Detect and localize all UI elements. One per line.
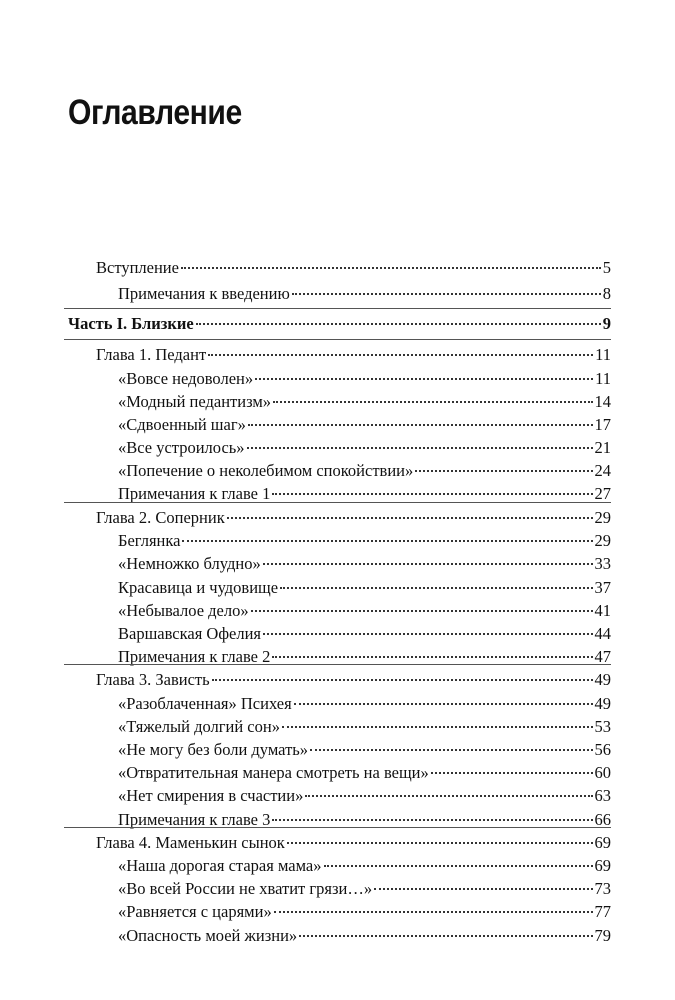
toc-page-number: 24 bbox=[594, 461, 611, 480]
toc-page-number: 49 bbox=[594, 670, 611, 689]
dot-leader bbox=[251, 610, 593, 612]
section-divider bbox=[64, 339, 611, 340]
dot-leader bbox=[272, 656, 592, 658]
toc-entry-label: «Отвратительная манера смотреть на вещи» bbox=[118, 763, 429, 782]
page-title: Оглавление bbox=[68, 93, 242, 132]
toc-page-number: 27 bbox=[594, 484, 611, 503]
toc-page-number: 21 bbox=[594, 438, 611, 457]
toc-page-number: 56 bbox=[594, 740, 611, 759]
toc-entry-label: «Небывалое дело» bbox=[118, 601, 249, 620]
toc-page-number: 53 bbox=[594, 717, 611, 736]
toc-section[interactable] bbox=[118, 601, 611, 621]
toc-entry-label: «Разоблаченная» Психея bbox=[118, 694, 292, 713]
toc-page-number: 44 bbox=[594, 624, 611, 643]
dot-leader bbox=[248, 424, 593, 426]
toc-entry-label: Варшавская Офелия bbox=[118, 624, 262, 643]
dot-leader bbox=[305, 795, 592, 797]
toc-section[interactable] bbox=[118, 879, 611, 899]
toc-page-number: 73 bbox=[594, 879, 611, 898]
dot-leader bbox=[182, 540, 592, 542]
toc-entry-label: «Тяжелый долгий сон» bbox=[118, 717, 280, 736]
dot-leader bbox=[415, 470, 592, 472]
toc-section[interactable] bbox=[118, 438, 611, 458]
toc-page-number: 41 bbox=[594, 601, 611, 620]
toc-entry-label: «Сдвоенный шаг» bbox=[118, 415, 246, 434]
toc-entry-label: Примечания к главе 1 bbox=[118, 484, 271, 503]
toc-entry-label: «Опасность моей жизни» bbox=[118, 926, 298, 945]
dot-leader bbox=[272, 819, 592, 821]
dot-leader bbox=[273, 401, 592, 403]
toc-entry-label: «Модный педантизм» bbox=[118, 392, 272, 411]
toc-entry-label: Примечания к главе 3 bbox=[118, 810, 271, 829]
toc-entry-label: «Немножко блудно» bbox=[118, 554, 261, 573]
toc-entry-label: Часть I. Близкие bbox=[68, 314, 194, 333]
toc-page-number: 63 bbox=[594, 786, 611, 805]
dot-leader bbox=[227, 517, 593, 519]
section-divider bbox=[64, 502, 611, 503]
toc-page-number: 60 bbox=[594, 763, 611, 782]
toc-entry-label: Примечания к введению bbox=[118, 284, 290, 303]
section-divider bbox=[64, 308, 611, 309]
toc-entry-label: Красавица и чудовище bbox=[118, 578, 279, 597]
dot-leader bbox=[255, 378, 593, 380]
toc-entry-label: Глава 2. Соперник bbox=[96, 508, 225, 527]
toc-entry-label: «Наша дорогая старая мама» bbox=[118, 856, 322, 875]
toc-chapter[interactable] bbox=[96, 345, 611, 365]
section-divider bbox=[64, 827, 611, 828]
toc-page-number: 33 bbox=[594, 554, 611, 573]
toc-section[interactable] bbox=[118, 369, 611, 389]
toc-entry-label: Вступление bbox=[96, 258, 179, 277]
dot-leader bbox=[282, 726, 593, 728]
toc-page-number: 17 bbox=[594, 415, 611, 434]
toc-section[interactable] bbox=[118, 578, 611, 598]
toc-section[interactable] bbox=[118, 694, 611, 714]
toc-section[interactable] bbox=[118, 484, 611, 504]
dot-leader bbox=[310, 749, 592, 751]
toc-section[interactable] bbox=[118, 763, 611, 783]
toc-chapter[interactable] bbox=[96, 670, 611, 690]
dot-leader bbox=[208, 354, 593, 356]
toc-section[interactable] bbox=[118, 461, 611, 481]
dot-leader bbox=[212, 679, 593, 681]
toc-entry-label: Глава 3. Зависть bbox=[96, 670, 210, 689]
dot-leader bbox=[324, 865, 593, 867]
toc-page-number: 14 bbox=[594, 392, 611, 411]
toc-entry-label: «Не могу без боли думать» bbox=[118, 740, 309, 759]
toc-entry-label: «Все устроилось» bbox=[118, 438, 245, 457]
dot-leader bbox=[181, 267, 601, 269]
toc-entry-label: Глава 1. Педант bbox=[96, 345, 207, 364]
toc-section[interactable] bbox=[118, 740, 611, 760]
toc-page-number: 37 bbox=[594, 578, 611, 597]
toc-entry-label: «Попечение о неколебимом спокойствии» bbox=[118, 461, 414, 480]
dot-leader bbox=[274, 911, 593, 913]
toc-section[interactable] bbox=[118, 415, 611, 435]
toc-entry-label: Беглянка bbox=[118, 531, 181, 550]
dot-leader bbox=[374, 888, 592, 890]
toc-page-number: 49 bbox=[594, 694, 611, 713]
toc-section[interactable] bbox=[118, 902, 611, 922]
toc-section[interactable] bbox=[118, 856, 611, 876]
toc-page-number: 29 bbox=[594, 531, 611, 550]
toc-page-number: 11 bbox=[595, 345, 611, 364]
toc-page-number: 9 bbox=[602, 314, 611, 333]
toc-page-number: 79 bbox=[594, 926, 611, 945]
toc-entry-label: Примечания к главе 2 bbox=[118, 647, 271, 666]
toc-page-number: 8 bbox=[602, 284, 611, 303]
toc-section[interactable] bbox=[118, 392, 611, 412]
toc-chapter[interactable] bbox=[96, 258, 611, 278]
toc-section[interactable] bbox=[118, 926, 611, 946]
dot-leader bbox=[263, 563, 593, 565]
dot-leader bbox=[280, 587, 592, 589]
toc-entry-label: «Нет смирения в счастии» bbox=[118, 786, 304, 805]
toc-page-number: 69 bbox=[594, 833, 611, 852]
dot-leader bbox=[292, 293, 601, 295]
toc-entry-label: «Равняется с царями» bbox=[118, 902, 272, 921]
toc-section[interactable] bbox=[118, 531, 611, 551]
dot-leader bbox=[431, 772, 593, 774]
toc-section[interactable] bbox=[118, 717, 611, 737]
toc-chapter[interactable] bbox=[96, 508, 611, 528]
toc-page-number: 29 bbox=[594, 508, 611, 527]
toc-section[interactable] bbox=[118, 624, 611, 644]
toc-section[interactable] bbox=[118, 786, 611, 806]
dot-leader bbox=[287, 842, 593, 844]
section-divider bbox=[64, 664, 611, 665]
toc-entry-label: «Во всей России не хватит грязи…» bbox=[118, 879, 373, 898]
toc-entry-label: Глава 4. Маменькин сынок bbox=[96, 833, 285, 852]
dot-leader bbox=[247, 447, 593, 449]
toc-entry-label: «Вовсе недоволен» bbox=[118, 369, 254, 388]
dot-leader bbox=[299, 935, 592, 937]
toc-page-number: 66 bbox=[594, 810, 611, 829]
toc-page-number: 47 bbox=[594, 647, 611, 666]
toc-section[interactable] bbox=[118, 554, 611, 574]
toc-chapter[interactable] bbox=[96, 833, 611, 853]
toc-page-number: 77 bbox=[594, 902, 611, 921]
toc-section[interactable] bbox=[118, 284, 611, 304]
dot-leader bbox=[196, 323, 601, 325]
dot-leader bbox=[294, 703, 593, 705]
dot-leader bbox=[263, 633, 592, 635]
dot-leader bbox=[272, 493, 592, 495]
toc-part[interactable] bbox=[68, 314, 611, 334]
toc-page-number: 11 bbox=[595, 369, 611, 388]
toc-page-number: 5 bbox=[602, 258, 611, 277]
toc-page-number: 69 bbox=[594, 856, 611, 875]
